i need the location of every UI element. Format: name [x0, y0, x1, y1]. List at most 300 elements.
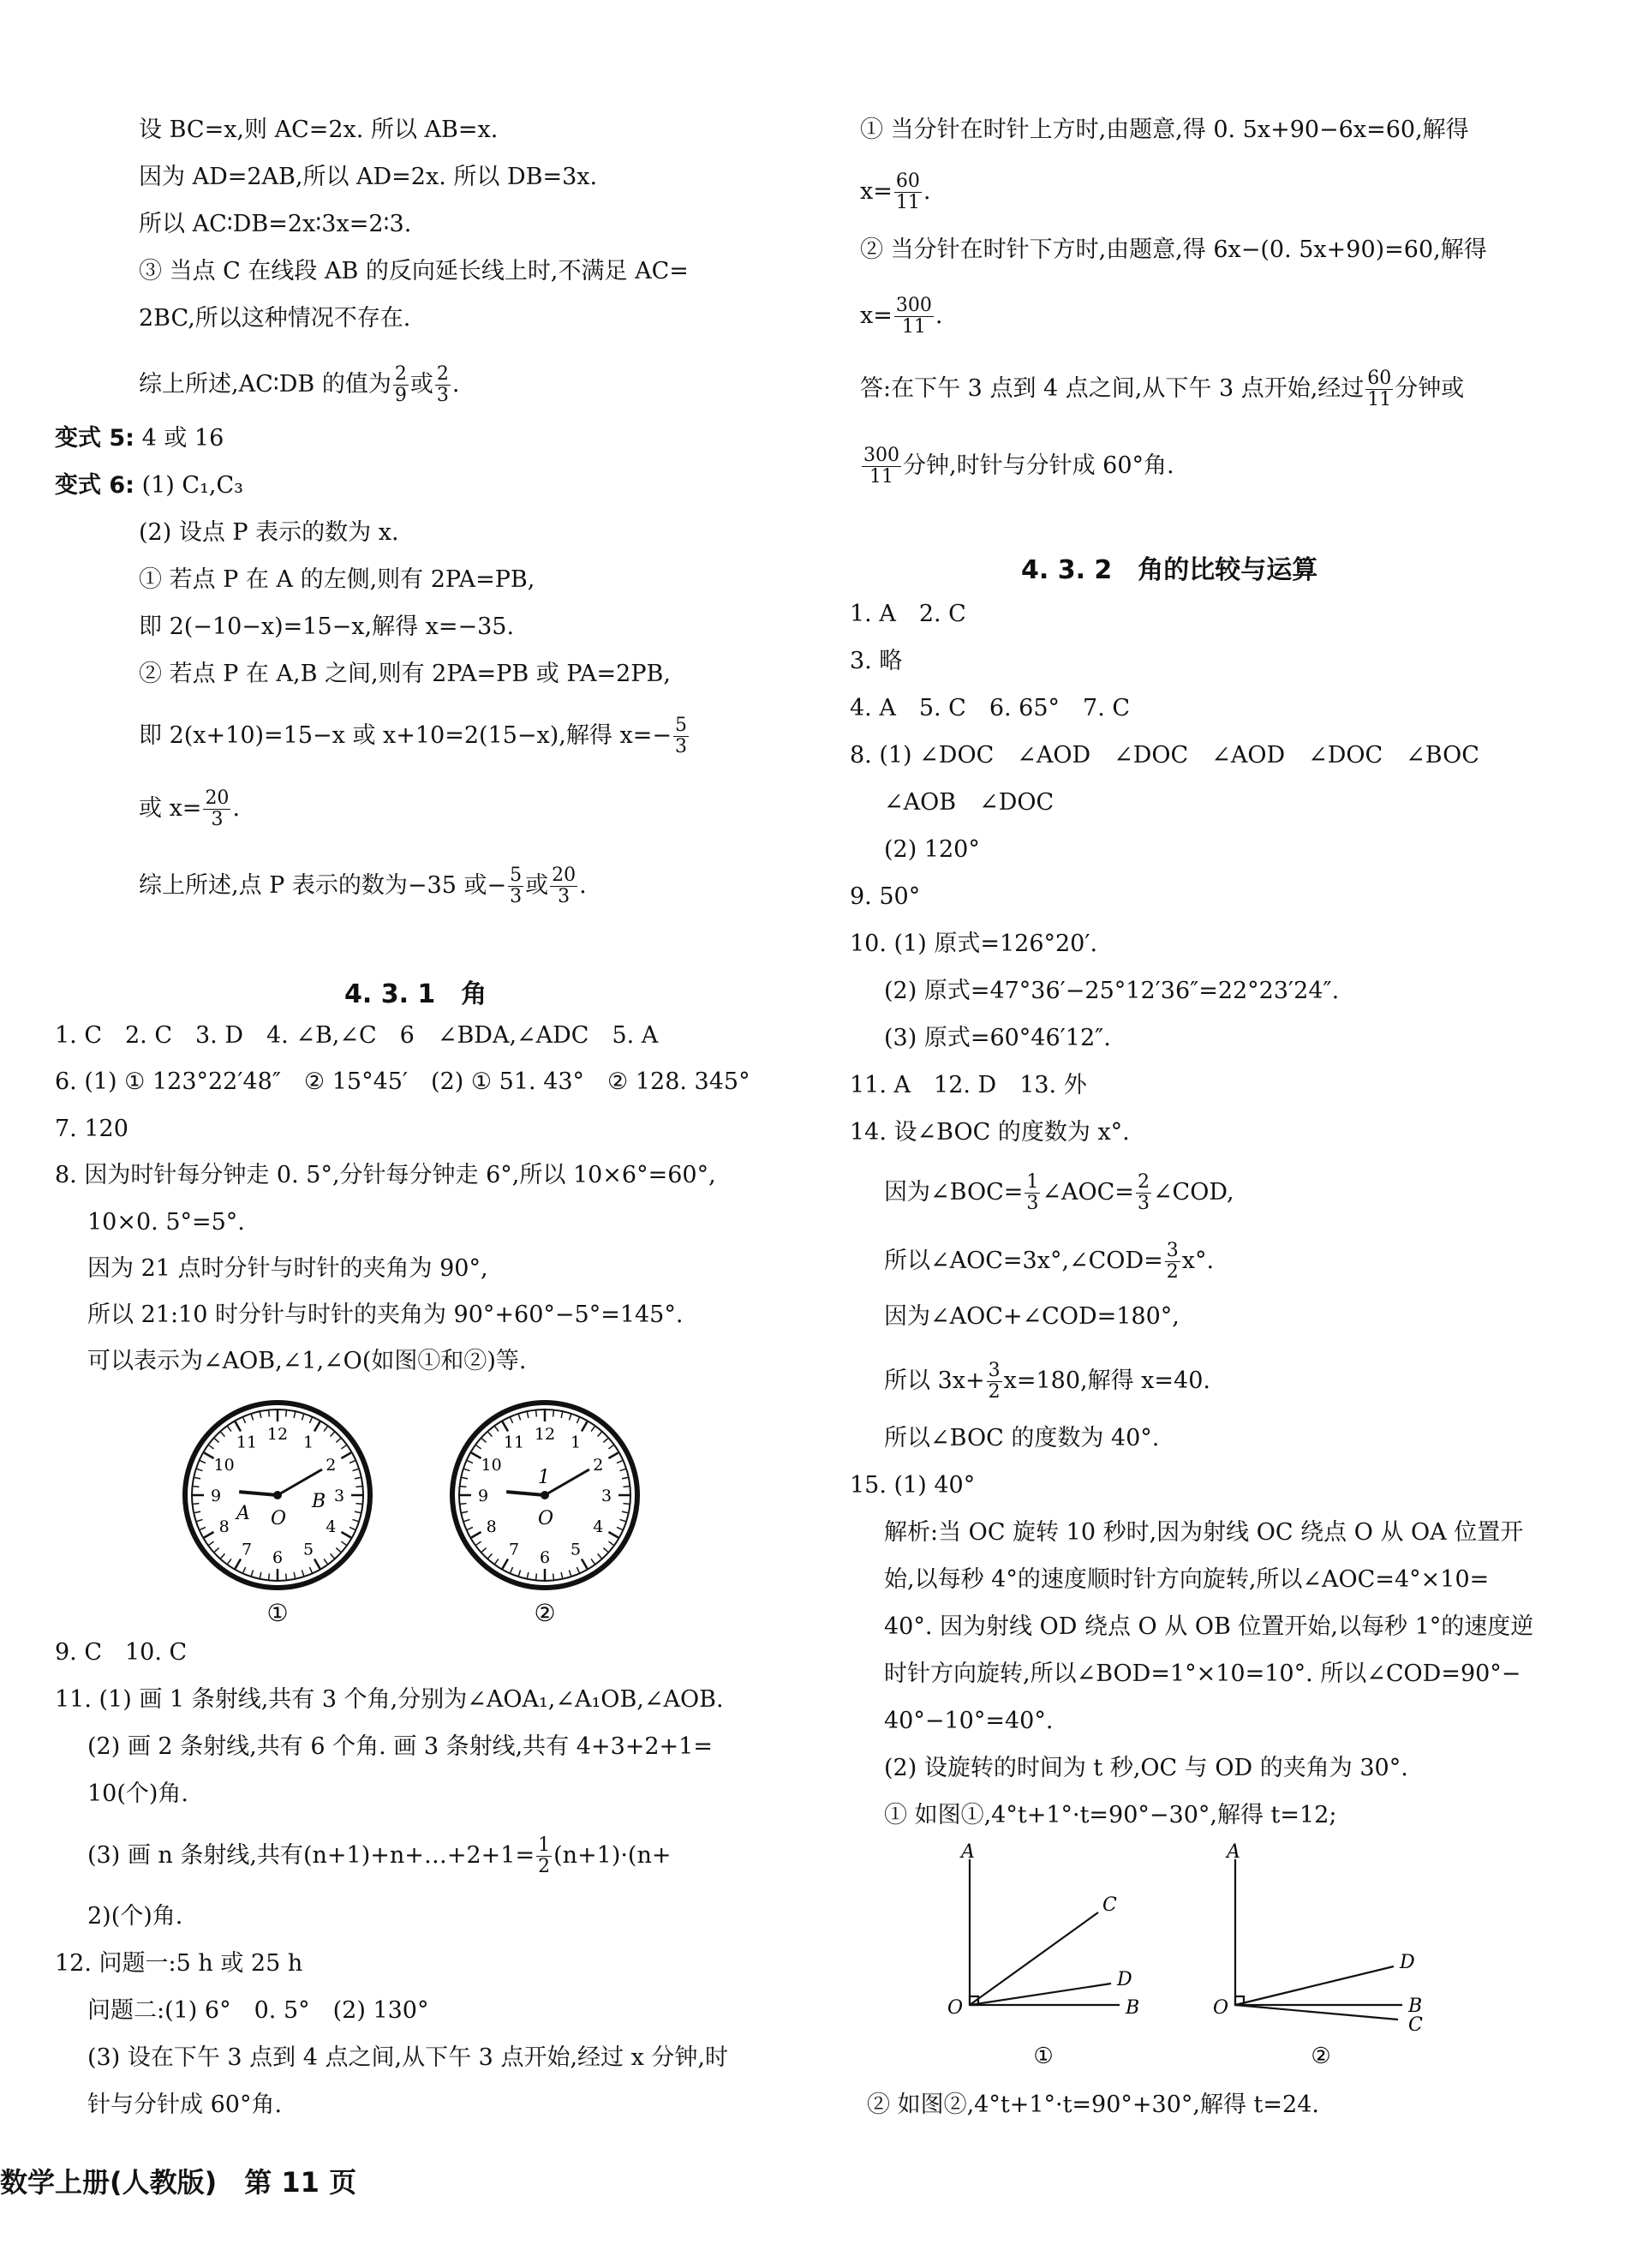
clock-label: O — [538, 1508, 554, 1529]
text-line: 问题二:(1) 6° 0. 5° (2) 130° — [87, 1997, 429, 2024]
clock-tick — [200, 1461, 206, 1463]
clock-tick — [603, 1439, 607, 1443]
clock-tick — [495, 1559, 499, 1564]
clock-tick — [464, 1469, 470, 1470]
point-label: D — [1117, 1969, 1132, 1990]
denominator: 9 — [394, 385, 407, 406]
text: 因为∠BOC= — [884, 1179, 1024, 1206]
clock-number: 2 — [326, 1456, 337, 1475]
clock-tick — [623, 1504, 629, 1505]
clock-tick — [214, 1439, 218, 1443]
clock-tick — [331, 1553, 335, 1558]
clock-number: 4 — [593, 1517, 604, 1536]
clock-tick — [471, 1453, 481, 1459]
answer-line: 12. 问题一:5 h 或 25 h — [55, 1950, 303, 1977]
clock-tick — [331, 1432, 335, 1436]
text: 分钟,时针与分针成 60°角. — [903, 452, 1174, 479]
clock-tick — [286, 1573, 287, 1579]
clock-tick — [214, 1548, 218, 1553]
clock-number: 1 — [302, 1433, 314, 1452]
text-line — [55, 471, 243, 500]
text-line — [860, 171, 930, 213]
clock-tick — [236, 1559, 242, 1568]
clock-tick — [608, 1541, 613, 1545]
clock-tick — [608, 1532, 618, 1538]
numerator: 1 — [1026, 1171, 1039, 1193]
text-line — [139, 788, 240, 830]
text-line: 可以表示为∠AOB,∠1,∠O(如图①和②)等. — [87, 1348, 527, 1374]
clock-tick — [286, 1411, 287, 1417]
text: 所以 3x+ — [884, 1367, 985, 1394]
text-line: 40°−10°=40°. — [884, 1708, 1054, 1734]
answer-line: 9. 50° — [850, 883, 921, 910]
text-line — [884, 1241, 1214, 1283]
text: 或 — [409, 371, 433, 398]
text: (1) C₁,C₃ — [141, 472, 243, 499]
clock-number: 10 — [481, 1456, 502, 1475]
answer-line: 3. 略 — [850, 648, 903, 674]
clock-tick — [350, 1527, 355, 1529]
denominator: 3 — [211, 809, 224, 830]
clock-label: 1 — [538, 1467, 550, 1488]
text: . — [579, 872, 587, 899]
text-line: 设 BC=x,则 AC=2x. 所以 AB=x. — [139, 117, 499, 143]
clock-tick — [468, 1527, 473, 1529]
numerator: 2 — [1137, 1171, 1150, 1193]
clock-tick — [209, 1541, 214, 1545]
text-line — [139, 865, 587, 907]
numerator: 5 — [510, 865, 523, 886]
clock-tick — [471, 1532, 481, 1538]
clock-number: 9 — [210, 1487, 222, 1505]
denominator: 11 — [1367, 389, 1392, 410]
clock-tick — [243, 1567, 246, 1572]
hour-hand — [506, 1492, 545, 1495]
clock-tick — [603, 1548, 607, 1553]
clock-number: 1 — [570, 1433, 582, 1452]
clock-number: 12 — [266, 1425, 289, 1444]
text-line: 时针方向旋转,所以∠BOD=1°×10=10°. 所以∠COD=90°− — [884, 1661, 1521, 1687]
clock-tick — [462, 1511, 468, 1512]
clock-number: 3 — [333, 1487, 345, 1505]
hour-hand — [239, 1492, 278, 1495]
clock-label: B — [312, 1491, 326, 1512]
clock-tick — [488, 1553, 493, 1558]
denominator: 3 — [558, 886, 571, 907]
clock-tick — [598, 1553, 602, 1558]
clock-number: 11 — [236, 1433, 258, 1452]
clock-tick — [476, 1445, 481, 1449]
text: 或 — [525, 872, 549, 899]
clock-number: 5 — [302, 1540, 314, 1559]
fraction — [894, 171, 922, 213]
numerator: 20 — [205, 787, 230, 809]
text: ∠COD, — [1152, 1179, 1234, 1206]
clock-number: 5 — [570, 1540, 582, 1559]
point-label: O — [1213, 1997, 1229, 2019]
fraction — [536, 1835, 552, 1877]
text-line — [860, 296, 942, 338]
section-title: 4. 3. 1 角 — [344, 979, 487, 1009]
denominator: 2 — [1166, 1261, 1179, 1283]
text-line: ② 若点 P 在 A,B 之间,则有 2PA=PB 或 PA=2PB, — [139, 661, 671, 687]
clock-tick — [314, 1421, 320, 1431]
clock-tick — [511, 1567, 513, 1572]
point-label: B — [1408, 1996, 1423, 2017]
clock-tick — [511, 1418, 513, 1423]
text: 4 或 16 — [141, 425, 224, 452]
clock-number: 6 — [539, 1548, 551, 1567]
answer-line: 15. (1) 40° — [850, 1472, 976, 1499]
clock-number: 9 — [477, 1487, 489, 1505]
clock-tick — [598, 1432, 602, 1436]
text-line: 所以∠BOC 的度数为 40°. — [884, 1425, 1160, 1451]
clock-tick — [194, 1511, 200, 1512]
clock-tick — [462, 1477, 468, 1478]
clock-tick — [352, 1469, 358, 1470]
clock-tick — [536, 1573, 537, 1579]
text: . — [451, 371, 460, 398]
clock-tick — [561, 1412, 562, 1418]
denominator: 11 — [895, 192, 920, 213]
answer-line: 14. 设∠BOC 的度数为 x°. — [850, 1119, 1130, 1146]
text: (n+1)·(n+ — [553, 1842, 672, 1869]
text-line: 因为 21 点时分针与时针的夹角为 90°, — [87, 1255, 488, 1282]
fraction — [393, 364, 409, 406]
clock-number: 11 — [503, 1433, 525, 1452]
clock-tick — [221, 1553, 225, 1558]
fraction — [1025, 1172, 1040, 1214]
clock-tick — [336, 1439, 340, 1443]
clock-tick — [468, 1461, 473, 1463]
figure-label: ① — [1033, 2044, 1054, 2069]
fraction — [1165, 1241, 1180, 1283]
text-line — [139, 364, 459, 406]
text-line: 因为 AD=2AB,所以 AD=2x. 所以 DB=3x. — [139, 164, 598, 190]
text-line: 始,以每秒 4°的速度顺时针方向旋转,所以∠AOC=4°×10= — [884, 1566, 1490, 1593]
text-line — [860, 446, 1174, 488]
clock-tick — [495, 1427, 499, 1432]
numerator: 20 — [552, 865, 577, 886]
text-line: 2BC,所以这种情况不存在. — [139, 305, 411, 332]
point-label: C — [1102, 1894, 1117, 1916]
clock-label: O — [271, 1508, 287, 1529]
text: x°. — [1181, 1248, 1215, 1274]
clock-tick — [302, 1415, 303, 1421]
text-line — [87, 1835, 671, 1877]
clock-tick — [622, 1511, 628, 1512]
clock-tick — [591, 1559, 594, 1564]
text: (3) 画 n 条射线,共有(n+1)+n+…+2+1= — [87, 1842, 535, 1869]
denominator: 3 — [1026, 1193, 1039, 1214]
text-line: ① 若点 P 在 A 的左侧,则有 2PA=PB, — [139, 566, 535, 593]
clock-tick — [577, 1418, 579, 1423]
clock-tick — [582, 1559, 588, 1568]
denominator: 2 — [538, 1856, 551, 1877]
text: x= — [860, 178, 893, 205]
clock-tick — [619, 1469, 625, 1470]
text: 答:在下午 3 点到 4 点之间,从下午 3 点开始,经过 — [860, 375, 1365, 402]
answer-line: 1. C 2. C 3. D 4. ∠B,∠C 6 ∠BDA,∠ADC 5. A — [55, 1022, 659, 1049]
clock-center — [541, 1491, 549, 1499]
text: 综上所述,点 P 表示的数为−35 或− — [139, 872, 507, 899]
clock-tick — [194, 1477, 200, 1478]
clock-tick — [341, 1532, 350, 1538]
text-line: 解析:当 OC 旋转 10 秒时,因为射线 OC 绕点 O 从 OA 位置开 — [884, 1519, 1524, 1546]
clock-tick — [561, 1572, 562, 1578]
text: 所以∠AOC=3x°,∠COD= — [884, 1248, 1163, 1274]
numerator: 2 — [436, 363, 449, 385]
numerator: 1 — [538, 1834, 551, 1856]
clock-tick — [251, 1570, 253, 1576]
clock-tick — [309, 1418, 312, 1423]
clock-tick — [204, 1453, 213, 1459]
figure-label: ① — [266, 1599, 289, 1627]
text-line: ③ 当点 C 在线段 AB 的反向延长线上时,不满足 AC= — [139, 258, 689, 284]
clock-tick — [608, 1445, 613, 1449]
clock-tick — [352, 1519, 358, 1521]
label: 变式 5: — [55, 425, 134, 452]
clock-1 — [185, 1403, 370, 1588]
text-line: (3) 原式=60°46′12″. — [884, 1025, 1111, 1051]
text-line — [55, 424, 224, 453]
clock-tick — [197, 1519, 203, 1521]
clock-tick — [350, 1461, 355, 1463]
denominator: 11 — [901, 316, 926, 338]
clock-number: 3 — [600, 1487, 612, 1505]
clock-tick — [324, 1559, 327, 1564]
text: . — [935, 302, 943, 329]
clock-tick — [309, 1567, 312, 1572]
answer-line: 9. C 10. C — [55, 1639, 188, 1666]
text-line: (2) 120° — [884, 836, 980, 863]
clock-tick — [464, 1519, 470, 1521]
numerator: 60 — [1367, 368, 1392, 389]
clock-label: A — [236, 1503, 250, 1524]
clock-tick — [481, 1439, 486, 1443]
clock-tick — [324, 1427, 327, 1432]
text-line: 10(个)角. — [87, 1780, 189, 1807]
text-line — [860, 368, 1464, 410]
numerator: 300 — [895, 295, 932, 316]
text: ∠AOC= — [1042, 1179, 1134, 1206]
text-line: ∠AOB ∠DOC — [884, 789, 1054, 816]
text-line — [884, 1361, 1210, 1403]
clock-tick — [536, 1411, 537, 1417]
clock-number: 6 — [272, 1548, 284, 1567]
text-line: 2)(个)角. — [87, 1903, 183, 1930]
fraction — [987, 1361, 1002, 1403]
point-label: D — [1400, 1952, 1415, 1973]
clock-tick — [591, 1427, 594, 1432]
text-line: 针与分针成 60°角. — [87, 2091, 283, 2118]
clock-tick — [228, 1559, 231, 1564]
text-line — [884, 1172, 1234, 1214]
clock-tick — [569, 1415, 571, 1421]
answer-line: 11. (1) 画 1 条射线,共有 3 个角,分别为∠AOA₁,∠A₁OB,∠AOB. — [55, 1686, 724, 1713]
text-line: (2) 设旋转的时间为 t 秒,OC 与 OD 的夹角为 30°. — [884, 1755, 1408, 1781]
clock-tick — [209, 1445, 214, 1449]
text-line: 所以 AC∶DB=2x∶3x=2∶3. — [139, 211, 412, 237]
section-title: 4. 3. 2 角的比较与运算 — [1021, 555, 1318, 585]
clock-tick — [488, 1432, 493, 1436]
text: 综上所述,AC∶DB 的值为 — [139, 371, 391, 398]
point-label: B — [1126, 1997, 1140, 2019]
clock-tick — [200, 1527, 206, 1529]
clock-tick — [617, 1461, 622, 1463]
fraction — [1365, 368, 1393, 410]
text: 分钟或 — [1395, 375, 1465, 402]
clock-tick — [622, 1477, 628, 1478]
text-line: ② 当分针在时针下方时,由题意,得 6x−(0. 5x+90)=60,解得 — [860, 236, 1487, 263]
denominator: 3 — [674, 736, 687, 757]
minute-hand — [545, 1469, 589, 1495]
clock-tick — [341, 1541, 346, 1545]
fraction — [550, 865, 577, 907]
point-label: A — [1227, 1841, 1240, 1863]
clock-tick — [355, 1477, 361, 1478]
clock-tick — [204, 1532, 213, 1538]
clock-number: 12 — [534, 1425, 556, 1444]
clock-number: 2 — [593, 1456, 604, 1475]
clock-tick — [577, 1567, 579, 1572]
text: x=180,解得 x=40. — [1003, 1367, 1210, 1394]
numerator: 3 — [988, 1360, 1001, 1381]
clock-tick — [341, 1445, 346, 1449]
clock-tick — [608, 1453, 618, 1459]
answer-line: 1. A 2. C — [850, 601, 966, 627]
text-line: 所以 21:10 时分针与时针的夹角为 90°+60°−5°=145°. — [87, 1302, 684, 1328]
clock-tick — [194, 1504, 200, 1505]
text: . — [923, 178, 931, 205]
answer-line: 10. (1) 原式=126°20′. — [850, 931, 1098, 957]
numerator: 2 — [394, 363, 407, 385]
clock-tick — [302, 1570, 303, 1576]
clock-figures — [182, 1397, 610, 1637]
text: 即 2(x+10)=15−x 或 x+10=2(15−x),解得 x=− — [139, 722, 672, 749]
clock-tick — [341, 1453, 350, 1459]
clock-tick — [355, 1511, 361, 1512]
text-line: ① 当分针在时针上方时,由题意,得 0. 5x+90−6x=60,解得 — [860, 117, 1469, 143]
clock-tick — [243, 1418, 246, 1423]
text-line — [139, 715, 690, 757]
clock-tick — [619, 1519, 625, 1521]
clock-center — [273, 1491, 282, 1499]
denominator: 3 — [1137, 1193, 1150, 1214]
clock-number: 8 — [486, 1517, 497, 1536]
text-line: (2) 画 2 条射线,共有 6 个角. 画 3 条射线,共有 4+3+2+1= — [87, 1733, 713, 1760]
clock-tick — [527, 1572, 528, 1578]
clock-tick — [355, 1504, 361, 1505]
fraction — [673, 715, 689, 757]
answer-line: 11. A 12. D 13. 外 — [850, 1072, 1087, 1098]
numerator: 300 — [863, 445, 899, 466]
denominator: 3 — [436, 385, 449, 406]
clock-tick — [518, 1415, 520, 1421]
clock-tick — [197, 1469, 203, 1470]
clock-number: 7 — [508, 1540, 520, 1559]
clock-tick — [617, 1527, 622, 1529]
numerator: 60 — [895, 171, 920, 192]
point-label: A — [961, 1841, 975, 1863]
clock-number: 10 — [213, 1456, 235, 1475]
page-footer: 数学上册(人教版) 第 11 页 — [0, 2166, 357, 2199]
clock-tick — [461, 1504, 467, 1505]
text-line: 因为∠AOC+∠COD=180°, — [884, 1303, 1180, 1330]
clock-tick — [569, 1570, 571, 1576]
clock-tick — [527, 1412, 528, 1418]
text: 或 x= — [139, 795, 202, 822]
clock-tick — [228, 1427, 231, 1432]
denominator: 2 — [988, 1381, 1001, 1403]
clock-tick — [314, 1559, 320, 1568]
clock-number: 8 — [218, 1517, 230, 1536]
fraction — [203, 788, 230, 830]
clock-tick — [294, 1572, 295, 1578]
text-line: (2) 原式=47°36′−25°12′36″=22°23′24″. — [884, 978, 1340, 1004]
answer-line: 7. 120 — [55, 1116, 128, 1142]
clock-tick — [582, 1421, 588, 1431]
clock-tick — [236, 1421, 242, 1431]
answer-line: 4. A 5. C 6. 65° 7. C — [850, 695, 1131, 721]
clock-tick — [476, 1541, 481, 1545]
clock-tick — [221, 1432, 225, 1436]
point-label: O — [947, 1997, 964, 2019]
numerator: 5 — [674, 715, 687, 736]
label: 变式 6: — [55, 472, 134, 499]
denominator: 11 — [869, 466, 893, 488]
fraction — [508, 865, 523, 907]
clock-tick — [336, 1548, 340, 1553]
text-line: 10×0. 5°=5°. — [87, 1209, 245, 1236]
clock-2 — [452, 1403, 637, 1588]
clock-tick — [269, 1411, 270, 1417]
clock-tick — [553, 1573, 554, 1579]
answer-line: 6. (1) ① 123°22′48″ ② 15°45′ (2) ① 51. 43° ② 128. 345° — [55, 1068, 750, 1095]
answer-line: 8. (1) ∠DOC ∠AOD ∠DOC ∠AOD ∠DOC ∠BOC — [850, 742, 1479, 769]
clock-tick — [518, 1570, 520, 1576]
fraction — [894, 296, 934, 338]
text-line: (2) 设点 P 表示的数为 x. — [139, 519, 399, 546]
text-line: (3) 设在下午 3 点到 4 点之间,从下午 3 点开始,经过 x 分钟,时 — [87, 2044, 728, 2071]
text-line: 40°. 因为射线 OD 绕点 O 从 OB 位置开始,以每秒 1°的速度逆 — [884, 1613, 1534, 1640]
fraction — [435, 364, 451, 406]
clock-tick — [251, 1415, 253, 1421]
figure-label: ② — [534, 1599, 556, 1627]
clock-number: 4 — [326, 1517, 337, 1536]
clock-number: 7 — [241, 1540, 253, 1559]
clock-tick — [553, 1411, 554, 1417]
numerator: 3 — [1166, 1240, 1179, 1261]
clock-tick — [269, 1573, 270, 1579]
denominator: 3 — [510, 886, 523, 907]
figure-label: ② — [1311, 2044, 1331, 2069]
fraction — [1136, 1172, 1151, 1214]
text-line: ② 如图②,4°t+1°·t=90°+30°,解得 t=24. — [867, 2091, 1319, 2118]
text: . — [232, 795, 241, 822]
answer-line: 8. 因为时针每分钟走 0. 5°,分针每分钟走 6°,所以 10×6°=60°, — [55, 1162, 716, 1188]
clock-tick — [481, 1548, 486, 1553]
text-line: ① 如图①,4°t+1°·t=90°−30°,解得 t=12; — [884, 1802, 1337, 1828]
clock-tick — [503, 1421, 509, 1431]
angle-figures — [927, 1842, 1458, 2074]
fraction — [862, 446, 901, 488]
text: x= — [860, 302, 893, 329]
point-label: C — [1408, 2014, 1423, 2036]
clock-tick — [294, 1412, 295, 1418]
text-line: 即 2(−10−x)=15−x,解得 x=−35. — [139, 613, 515, 640]
clock-tick — [503, 1559, 509, 1568]
